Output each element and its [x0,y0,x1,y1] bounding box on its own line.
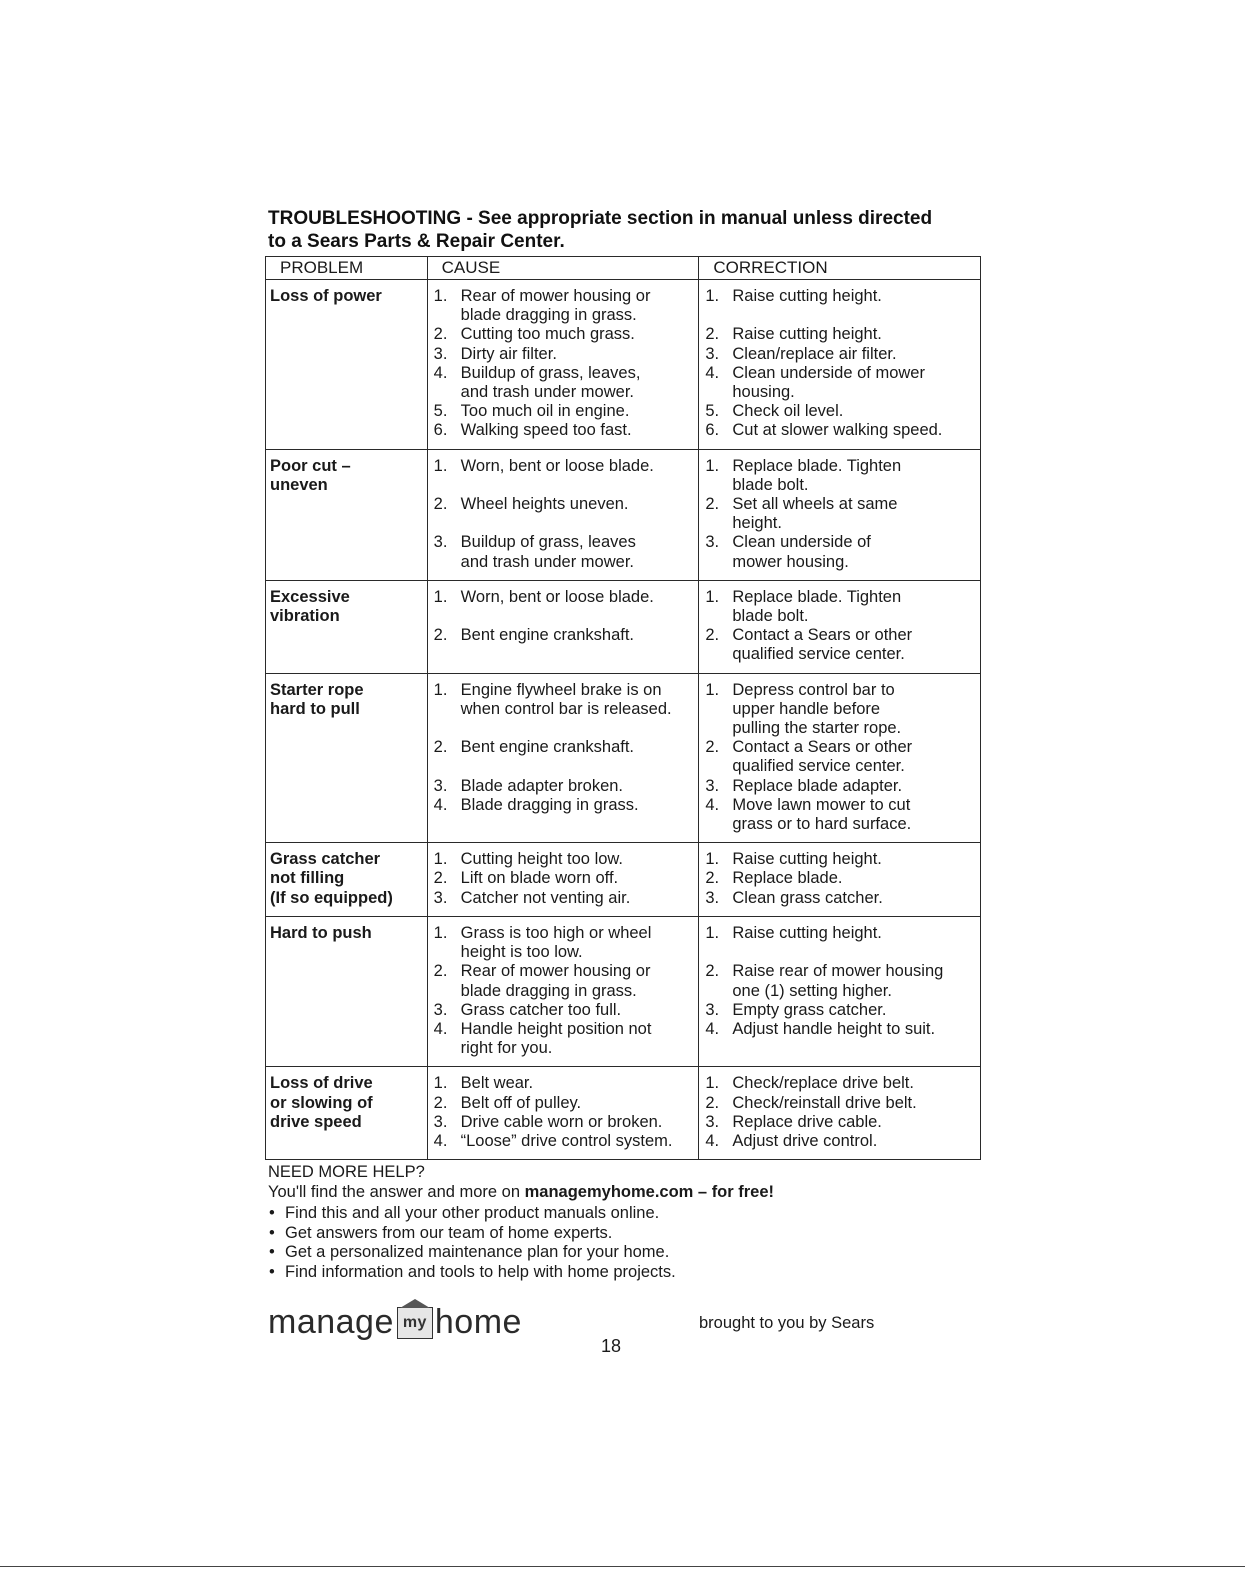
correction-item [703,364,976,402]
correction-list [703,588,976,665]
item-text [461,645,695,664]
item-text: blade bolt. [732,475,809,494]
item-text: Rear of mower housing or [460,287,651,305]
item-text: right for you. [460,1039,553,1058]
cause-list [432,924,695,1058]
problem-text: vibration [270,607,340,626]
item-number: 5. [433,402,448,421]
item-number: 3. [433,533,448,552]
correction-item [703,626,976,664]
item-text: Raise cutting height. [732,923,882,942]
help-intro-link: managemyhome.com – for free! [524,1182,775,1201]
item-text: Check oil level. [732,402,844,421]
cause-item [432,1020,695,1058]
correction-item [703,533,976,571]
problem-text: Excessive [270,587,350,606]
item-text: Lift on blade worn off. [460,869,619,888]
item-number: 4. [705,1019,720,1038]
problem-text: Poor cut – [270,456,351,475]
item-number: 3. [705,344,720,363]
correction-item [703,1094,976,1113]
cause-list [432,850,695,908]
cause-item [432,777,695,796]
item-number: 1. [705,1074,720,1093]
cause-item [432,738,695,776]
table-header [266,257,981,280]
item-text: housing. [732,383,795,402]
item-number: 3. [433,344,448,363]
problem-cell [266,449,428,580]
item-text: Buildup of grass, leaves [460,533,636,552]
item-text: Contact a Sears or other [732,738,913,757]
item-text: qualified service center. [732,757,905,776]
item-number: 1. [433,923,448,942]
correction-list [703,457,976,572]
cause-item [432,1113,695,1132]
correction-item [703,796,976,834]
item-number: 1. [433,680,448,699]
item-number: 1. [433,456,448,475]
table-row [266,916,981,1066]
cause-item [432,364,695,402]
item-text: Check/replace drive belt. [732,1074,914,1093]
problem-text: (If so equipped) [270,888,393,907]
correction-cell [699,843,981,917]
cause-item [432,1001,695,1020]
logo-text-manage: manage [268,1302,394,1341]
item-number: 1. [705,587,720,606]
item-number: 2. [705,626,720,645]
item-text: Rear of mower housing or [460,962,651,981]
item-text: Adjust drive control. [732,1131,878,1150]
item-text: Worn, bent or loose blade. [460,456,654,475]
item-text: Check/reinstall drive belt. [732,1093,917,1112]
managemyhome-logo [268,1300,522,1344]
item-text: Empty grass catcher. [732,1000,887,1019]
correction-cell [699,1067,981,1160]
correction-item [703,777,976,796]
item-number: 1. [433,587,448,606]
item-text [461,607,695,626]
cause-cell [427,673,699,843]
item-text: pulling the starter rope. [732,719,902,738]
item-text: Move lawn mower to cut [732,795,911,814]
item-number: 4. [433,795,448,814]
table-row [266,580,981,673]
item-text: Raise cutting height. [732,850,882,869]
bottom-rule [0,1566,1245,1567]
table-row [266,843,981,917]
item-text: Blade dragging in grass. [460,795,639,814]
item-number: 3. [433,1112,448,1131]
correction-list [703,287,976,441]
cause-item [432,495,695,533]
help-bullet-text: Find this and all your other product manuals online. [285,1204,660,1222]
correction-item [703,457,976,495]
correction-item [703,1132,976,1151]
correction-cell [699,280,981,450]
cause-cell [427,1067,699,1160]
correction-item [703,495,976,533]
item-text: Raise rear of mower housing [732,962,944,981]
cause-item [432,588,695,626]
item-number: 2. [433,325,448,344]
item-number: 1. [433,850,448,869]
cause-cell [427,843,699,917]
problem-cell [266,843,428,917]
item-number: 2. [705,495,720,514]
logo-badge-text: my [402,1314,427,1331]
problem-cell [266,280,428,450]
cause-item [432,869,695,888]
item-text: one (1) setting higher. [732,981,892,1000]
item-text: Cut at slower walking speed. [732,421,943,440]
item-text: height is too low. [460,943,583,962]
item-number: 2. [705,738,720,757]
problem-text: Grass catcher [270,850,381,869]
item-text: Replace blade. Tighten [732,587,902,606]
item-text [461,514,695,533]
item-text: and trash under mower. [460,383,634,402]
correction-item [703,402,976,421]
correction-item [703,1020,976,1039]
item-text [732,943,976,962]
item-text [732,306,976,325]
correction-list [703,1074,976,1151]
item-number: 2. [705,869,720,888]
item-number: 2. [433,869,448,888]
item-number: 3. [705,533,720,552]
item-text: Adjust handle height to suit. [732,1019,936,1038]
item-text: Raise cutting height. [732,325,882,344]
correction-item [703,869,976,888]
cause-cell [427,580,699,673]
help-bullet-text: Get a personalized maintenance plan for your home. [285,1243,670,1261]
heading-line: TROUBLESHOOTING - See appropriate section in manual unless directed [268,208,933,229]
item-text: Blade adapter broken. [460,776,624,795]
correction-item [703,345,976,364]
item-text: Cutting height too low. [460,850,623,869]
item-number: 4. [705,795,720,814]
item-number: 2. [705,962,720,981]
bullet-icon: • [269,1243,275,1261]
problem-text: drive speed [270,1112,362,1131]
cause-item [432,626,695,664]
correction-item [703,287,976,325]
correction-item [703,588,976,626]
problem-text: not filling [270,869,345,888]
correction-item [703,1074,976,1093]
item-text: Depress control bar to [732,680,895,699]
item-text: Replace drive cable. [732,1112,882,1131]
item-number: 2. [705,1093,720,1112]
table-row [266,449,981,580]
item-text: Clean underside of [732,533,871,552]
cause-item [432,924,695,962]
cause-item [432,457,695,495]
cause-item [432,796,695,815]
item-text: blade dragging in grass. [460,306,637,325]
item-text: Cutting too much grass. [460,325,635,344]
cause-item [432,325,695,344]
help-intro [268,1183,988,1203]
item-number: 1. [705,287,720,305]
item-text: Replace blade adapter. [732,776,903,795]
help-bullet-text: Get answers from our team of home experts. [285,1223,613,1242]
problem-text: uneven [270,475,328,494]
item-text: Bent engine crankshaft. [460,626,635,645]
item-text: Walking speed too fast. [460,421,632,440]
cause-item [432,1094,695,1113]
item-text: and trash under mower. [460,552,634,571]
item-number: 3. [433,888,448,907]
correction-item [703,1001,976,1020]
correction-item [703,681,976,739]
problem-cell [266,916,428,1066]
help-bullet [268,1224,988,1244]
item-number: 4. [705,363,720,382]
problem-cell [266,1067,428,1160]
page-heading [268,207,988,253]
cause-list [432,588,695,665]
cause-item [432,850,695,869]
correction-item [703,1113,976,1132]
item-number: 3. [433,1000,448,1019]
item-text: Catcher not venting air. [460,888,631,907]
correction-cell [699,449,981,580]
logo-text-home: home [434,1302,522,1341]
table-row [266,673,981,843]
item-text [461,757,695,776]
item-number: 1. [705,456,720,475]
item-text: Clean underside of mower [732,363,925,382]
item-number: 2. [705,325,720,344]
item-number: 3. [705,1000,720,1019]
item-number: 1. [705,680,720,699]
cause-cell [427,916,699,1066]
item-text: mower housing. [732,552,849,571]
cause-item [432,681,695,739]
troubleshooting-table [265,256,981,1160]
help-title: NEED MORE HELP? [268,1163,425,1181]
header-cause: CAUSE [427,257,699,280]
item-text: Dirty air filter. [460,344,557,363]
item-text: Grass is too high or wheel [460,923,652,942]
correction-cell [699,580,981,673]
problem-text: Starter rope [270,680,364,699]
cause-cell [427,449,699,580]
item-text: Worn, bent or loose blade. [460,587,654,606]
item-number: 3. [433,776,448,795]
correction-item [703,325,976,344]
correction-item [703,738,976,776]
help-intro-text: You'll find the answer and more on [268,1182,525,1201]
item-number: 4. [433,1131,448,1150]
item-number: 4. [433,1019,448,1038]
problem-text: or slowing of [270,1093,373,1112]
item-number: 5. [705,402,720,421]
cause-list [432,457,695,572]
correction-item [703,421,976,440]
help-bullet [268,1243,988,1263]
correction-item [703,962,976,1000]
bullet-icon: • [269,1204,275,1222]
heading-line: to a Sears Parts & Repair Center. [268,231,565,252]
cause-item [432,1132,695,1151]
cause-item [432,533,695,571]
cause-list [432,1074,695,1151]
item-text: Belt wear. [460,1074,534,1093]
house-icon [397,1307,433,1339]
help-bullet [268,1263,988,1283]
header-correction: CORRECTION [699,257,981,280]
item-number: 3. [705,888,720,907]
correction-cell [699,916,981,1066]
item-number: 3. [705,1112,720,1131]
item-number: 2. [433,626,448,645]
tagline: brought to you by Sears [699,1314,875,1332]
item-number: 1. [433,1074,448,1093]
item-number: 4. [705,1131,720,1150]
item-number: 2. [433,962,448,981]
item-text: Grass catcher too full. [460,1000,622,1019]
header-problem: PROBLEM [266,257,428,280]
page-number: 18 [601,1336,622,1356]
correction-item [703,889,976,908]
problem-text: Loss of drive [270,1074,373,1093]
correction-list [703,924,976,1039]
item-text: Clean grass catcher. [732,888,883,907]
item-text: grass or to hard surface. [732,815,912,834]
item-text: Belt off of pulley. [460,1093,582,1112]
help-bullet-text: Find information and tools to help with home projects. [285,1262,676,1281]
cause-item [432,889,695,908]
item-text: height. [732,514,782,533]
cause-item [432,421,695,440]
item-text: Too much oil in engine. [460,402,630,421]
item-text: “Loose” drive control system. [460,1131,673,1150]
help-bullet-list [268,1204,988,1282]
item-number: 2. [433,738,448,757]
help-section [268,1163,988,1282]
item-number: 4. [433,363,448,382]
bullet-icon: • [269,1262,275,1281]
cause-cell [427,280,699,450]
item-number: 6. [433,421,448,440]
cause-list [432,681,695,815]
item-text [461,476,695,495]
item-text: qualified service center. [732,645,905,664]
item-text [461,719,695,738]
cause-item [432,1074,695,1093]
correction-list [703,681,976,835]
problem-text: Loss of power [270,287,382,305]
problem-cell [266,580,428,673]
table-row [266,1067,981,1160]
item-number: 1. [433,287,448,305]
item-text: Engine flywheel brake is on [460,680,662,699]
item-text: Replace blade. [732,869,843,888]
item-number: 1. [705,923,720,942]
cause-item [432,345,695,364]
item-text: blade bolt. [732,607,809,626]
item-text: Handle height position not [460,1019,652,1038]
correction-item [703,924,976,962]
header-row [266,257,981,280]
cause-item [432,287,695,325]
item-text: Buildup of grass, leaves, [460,363,641,382]
item-text: Bent engine crankshaft. [460,738,635,757]
item-text: Contact a Sears or other [732,626,913,645]
item-text: Wheel heights uneven. [460,495,629,514]
problem-cell [266,673,428,843]
item-text: Drive cable worn or broken. [460,1112,663,1131]
table-body [266,280,981,1160]
item-text: Clean/replace air filter. [732,344,897,363]
bullet-icon: • [269,1223,275,1242]
item-text: Raise cutting height. [732,287,882,305]
problem-text: hard to pull [270,699,360,718]
item-number: 2. [433,495,448,514]
item-text: when control bar is released. [460,699,672,718]
item-text: Replace blade. Tighten [732,456,902,475]
item-text: blade dragging in grass. [460,981,637,1000]
cause-list [432,287,695,441]
problem-text: Hard to push [270,923,372,942]
table-row [266,280,981,450]
correction-cell [699,673,981,843]
item-text: Set all wheels at same [732,495,898,514]
cause-item [432,402,695,421]
help-bullet [268,1204,988,1224]
correction-list [703,850,976,908]
correction-item [703,850,976,869]
item-number: 3. [705,776,720,795]
item-number: 6. [705,421,720,440]
item-number: 2. [433,1093,448,1112]
cause-item [432,962,695,1000]
item-text: upper handle before [732,699,881,718]
item-number: 1. [705,850,720,869]
